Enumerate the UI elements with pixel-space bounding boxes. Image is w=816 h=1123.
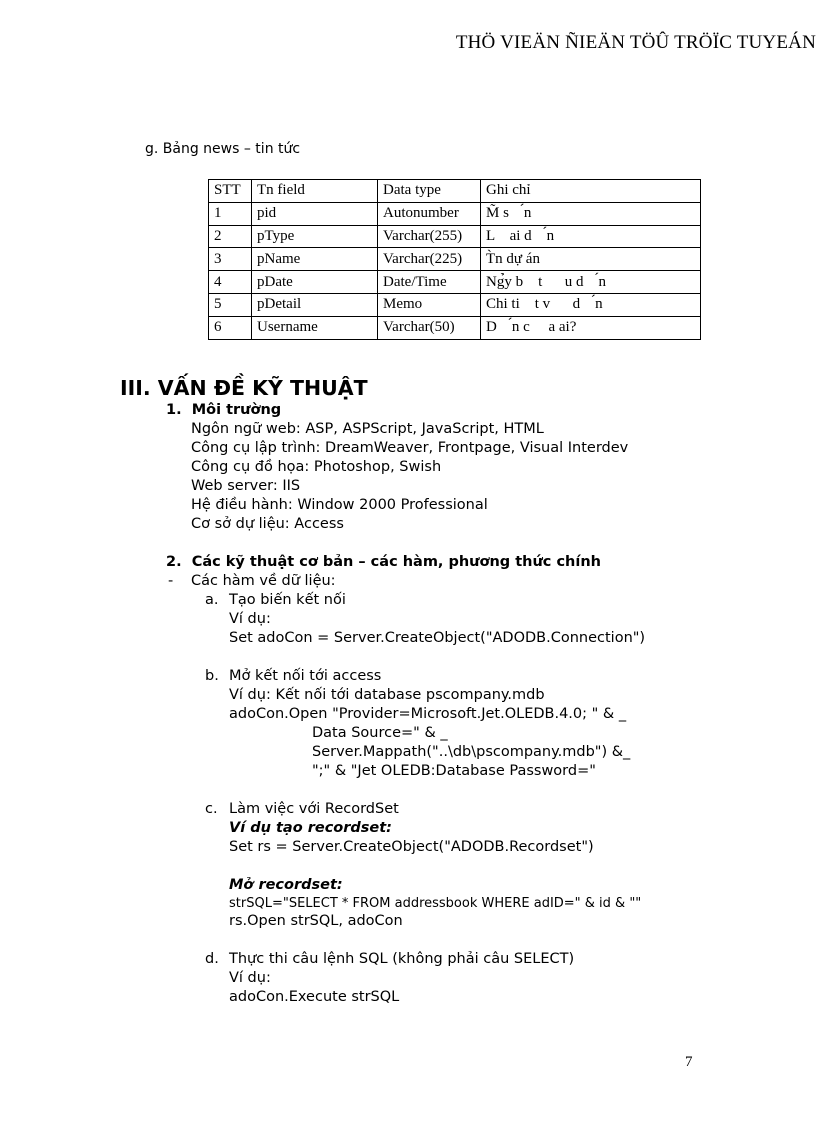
table-cell: Username: [252, 316, 378, 339]
item-b-label: b.: [205, 668, 219, 684]
column-header: Data type: [378, 180, 481, 203]
running-header: THÖ VIEÄN ÑIEÄN TÖÛ TRÖÏC TUYEÁN: [455, 32, 816, 53]
dash-text: Các hàm về dữ liệu:: [191, 573, 336, 589]
table-cell: 2: [209, 225, 252, 248]
item-c-open-heading: Mở recordset:: [229, 877, 343, 893]
section-title: III. VẤN ĐỀ KỸ THUẬT: [120, 376, 368, 400]
table-cell: Chi ti t v d ́n: [481, 293, 701, 316]
env-line: Công cụ lập trình: DreamWeaver, Frontpage, Visual Interdev: [191, 440, 629, 456]
item-c-example-heading: Ví dụ tạo recordset:: [229, 820, 392, 836]
env-line: Hệ điều hành: Window 2000 Professional: [191, 497, 488, 513]
table-row: [209, 225, 701, 248]
table-cell: pName: [252, 248, 378, 271]
table-caption: g. Bảng news – tin tức: [145, 141, 301, 157]
table-cell: 3: [209, 248, 252, 271]
table-cell: Varchar(225): [378, 248, 481, 271]
table-header-row: [209, 180, 701, 203]
table-cell: pType: [252, 225, 378, 248]
item-d-line: Ví dụ:: [229, 970, 271, 986]
item-d-title: Thực thi câu lệnh SQL (không phải câu SELECT): [229, 951, 575, 967]
table-cell: Ng̉y b t u d ́n: [481, 271, 701, 294]
item-c-sql: strSQL="SELECT * FROM addressbook WHERE adID=" & id & "": [229, 896, 642, 911]
table-cell: M̃ s ́n: [481, 202, 701, 225]
table-cell: Date/Time: [378, 271, 481, 294]
dash-bullet: -: [168, 573, 174, 589]
table-cell: pDetail: [252, 293, 378, 316]
table-row: [209, 248, 701, 271]
item-a-label: a.: [205, 592, 219, 608]
table-cell: 1: [209, 202, 252, 225]
item-a-code: Set adoCon = Server.CreateObject("ADODB.Connection"): [229, 630, 646, 646]
table-cell: pDate: [252, 271, 378, 294]
item-b-code: adoCon.Open "Provider=Microsoft.Jet.OLEDB.4.0; " & _: [229, 706, 627, 722]
table-cell: Memo: [378, 293, 481, 316]
item-b-line: Ví dụ: Kết nối tới database pscompany.mdb: [229, 687, 545, 703]
item-b-code-cont: Data Source=" & _: [312, 725, 448, 741]
item-a-line: Ví dụ:: [229, 611, 271, 627]
env-line: Công cụ đồ họa: Photoshop, Swish: [191, 459, 442, 475]
env-line: Cơ sở dự liệu: Access: [191, 516, 344, 532]
item-d-label: d.: [205, 951, 219, 967]
env-line: Web server: IIS: [191, 478, 301, 494]
table-cell: L ai d ́n: [481, 225, 701, 248]
column-header: STT: [209, 180, 252, 203]
table-cell: 5: [209, 293, 252, 316]
item-b-code-cont: ";" & "Jet OLEDB:Database Password=": [312, 763, 596, 779]
table-cell: pid: [252, 202, 378, 225]
item-d-code: adoCon.Execute strSQL: [229, 989, 400, 1005]
column-header: Tn field: [252, 180, 378, 203]
item-c-code: Set rs = Server.CreateObject("ADODB.Recordset"): [229, 839, 594, 855]
table-cell: Varchar(255): [378, 225, 481, 248]
item-c-label: c.: [205, 801, 218, 817]
item-a-title: Tạo biến kết nối: [229, 592, 346, 608]
env-line: Ngôn ngữ web: ASP, ASPScript, JavaScript, HTML: [191, 421, 544, 437]
item-b-title: Mở kết nối tới access: [229, 668, 382, 684]
tech-heading: 2. Các kỹ thuật cơ bản – các hàm, phương thức chính: [166, 554, 601, 570]
table-cell: Varchar(50): [378, 316, 481, 339]
item-c-title: Làm việc với RecordSet: [229, 801, 399, 817]
news-table: [208, 179, 701, 340]
table-cell: 4: [209, 271, 252, 294]
table-cell: 6: [209, 316, 252, 339]
env-heading: 1. Môi trường: [166, 402, 282, 418]
table-cell: T̀n dự án: [481, 248, 701, 271]
column-header: Ghi chỉ: [481, 180, 701, 203]
table-row: [209, 293, 701, 316]
table-cell: Autonumber: [378, 202, 481, 225]
item-b-code-cont: Server.Mappath("..\db\pscompany.mdb") &_: [312, 744, 631, 760]
table-cell: D ́n c a ai?: [481, 316, 701, 339]
table-row: [209, 271, 701, 294]
page-number: 7: [685, 1054, 693, 1070]
table-row: [209, 202, 701, 225]
item-c-code: rs.Open strSQL, adoCon: [229, 913, 403, 929]
table-row: [209, 316, 701, 339]
